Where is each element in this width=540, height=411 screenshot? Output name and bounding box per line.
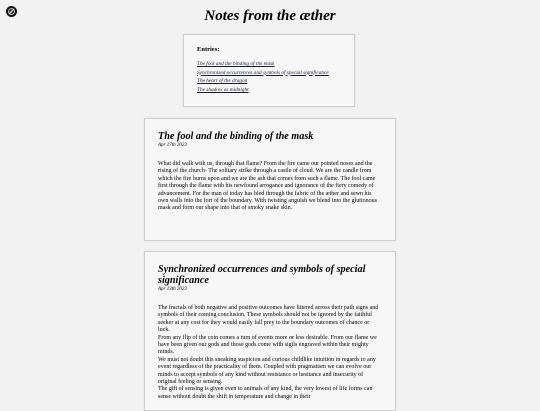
post-body — [158, 305, 382, 401]
post-date: Apr 13th 2023 — [158, 287, 187, 292]
post-title: Synchronized occurrences and symbols of special significance — [158, 264, 366, 286]
entries-heading: Entries: — [197, 46, 220, 53]
post-paragraph: The gift of sensing is given even to animals of any kind, the very lowest of life forms can sense without doubt the shift in temperature and change in their — [158, 386, 373, 400]
post-paragraph: From any flip of the coin comes a turn of events more or less desirable. From our flame we have been given our gods and those gods come with sigils engraved within their mighty minds. — [158, 334, 377, 356]
entry-link-heart-dragon[interactable]: The heart of the dragon — [197, 78, 248, 85]
post-card — [144, 118, 396, 241]
post-paragraph: The fractals of both negative and positive outcomes have littered across their path signs and symbols of their coming conclusion. These symbols should not be ignored by the faithful seeker at any cost for they would easily fall prey to the boundary outcomes of chance or luck. — [158, 305, 379, 334]
entry-link-fool[interactable]: The fool and the binding of the mask — [197, 61, 275, 67]
entry-link-shadow-midnight[interactable]: The shadow as midnight — [197, 86, 249, 93]
post-paragraph: We must not doubt this sneaking suspicion and curious childlike intuition in regards to any event regardless of the practicality of them. Coupled with pragmatism we can evolve our minds to accept symbols of any kind without resistance or hesitance and insecurity of original feeling or sensing. — [158, 356, 376, 386]
entry-link-synchronized[interactable]: Synchronized occurrences and symbols of special significance — [197, 69, 329, 76]
site-title: Notes from the æther — [204, 8, 336, 24]
post-card — [144, 251, 396, 411]
post-paragraph: What did walk with us, through that flame? From the fire came our pointed noses and the rising of the church- The solitary strike through a castle of cloud. We are the candle from which the fire burns upon and we are the ash that comes from such a flame. The fool came first through the flame with his newfound arrogance and ignorance of the fiery comedy of advancement. For the man of today has bled through the fabric of the æther and sewn his own walls into the fort of the boundary. With twisting anguish we blend into the gluttonous mask and form our shape into that of smoky snake skin. — [158, 161, 377, 212]
post-title: The fool and the binding of the mask — [158, 131, 314, 142]
entries-index — [183, 34, 355, 107]
post-body — [158, 161, 382, 213]
post-date: Apr 17th 2023 — [158, 143, 187, 148]
